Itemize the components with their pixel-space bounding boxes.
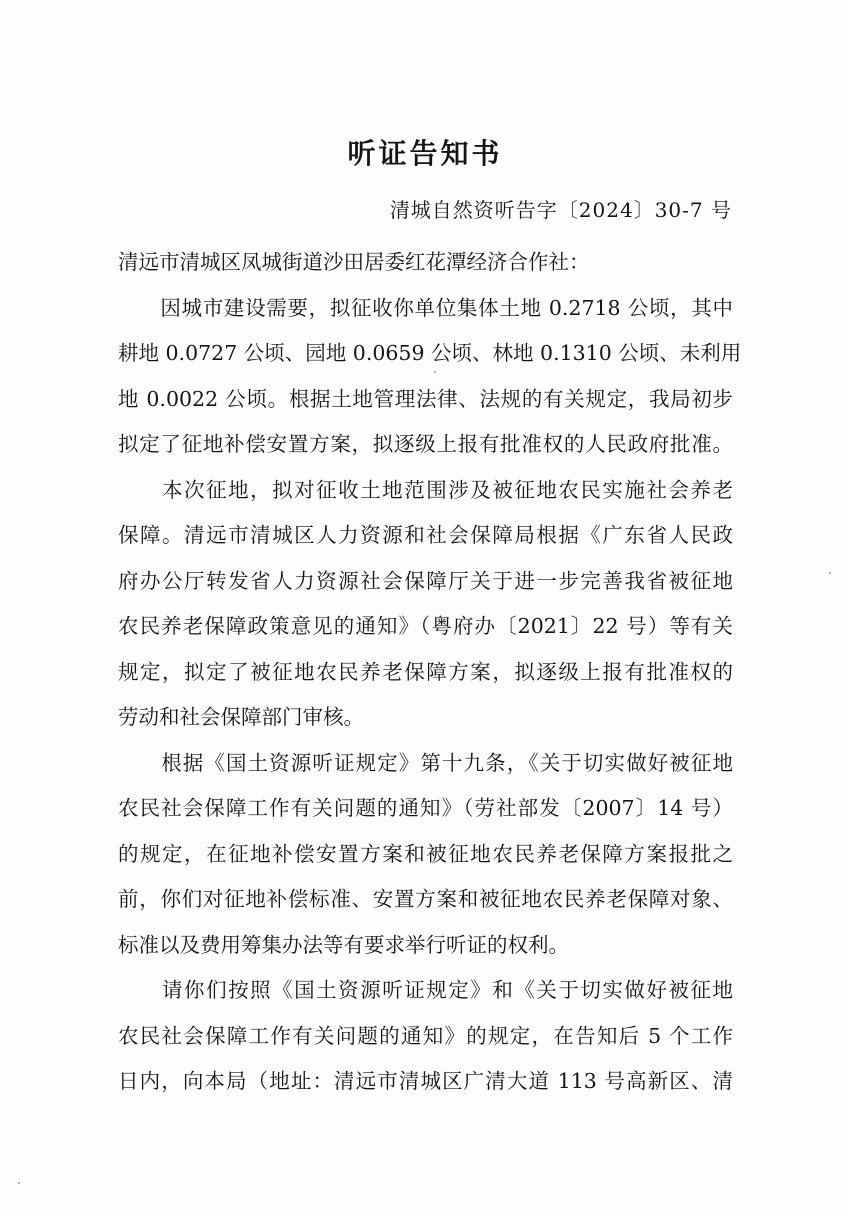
body-line: 拟定了征地补偿安置方案，拟逐级上报有批准权的人民政府批准。 bbox=[118, 432, 733, 456]
body-line: 因城市建设需要，拟征收你单位集体土地 0.2718 公顷，其中 bbox=[118, 296, 733, 320]
body-line: 府办公厅转发省人力资源社会保障厅关于进一步完善我省被征地 bbox=[118, 569, 733, 593]
body-line: 本次征地，拟对征收土地范围涉及被征地农民实施社会养老 bbox=[118, 478, 733, 502]
body-line: 规定，拟定了被征地农民养老保障方案，拟逐级上报有批准权的 bbox=[118, 660, 733, 684]
body-line: 地 0.0022 公顷。根据土地管理法律、法规的有关规定，我局初步 bbox=[118, 387, 733, 411]
scan-speck bbox=[434, 371, 436, 373]
body-line: 前，你们对征地补偿标准、安置方案和被征地农民养老保障对象、 bbox=[118, 887, 733, 911]
addressee-line: 清远市清城区凤城街道沙田居委红花潭经济合作社： bbox=[118, 250, 590, 274]
body-line: 耕地 0.0727 公顷、园地 0.0659 公顷、林地 0.1310 公顷、未利用 bbox=[118, 341, 742, 365]
body-line: 劳动和社会保障部门审核。 bbox=[118, 705, 364, 729]
body-line: 农民养老保障政策意见的通知》（粤府办〔2021〕22 号）等有关 bbox=[118, 614, 733, 638]
body-line: 的规定，在征地补偿安置方案和被征地农民养老保障方案报批之 bbox=[118, 842, 733, 866]
body-line: 标准以及费用筹集办法等有要求举行听证的权利。 bbox=[118, 933, 569, 957]
scan-speck bbox=[829, 572, 831, 574]
body-line: 农民社会保障工作有关问题的通知》（劳社部发〔2007〕14 号） bbox=[118, 796, 733, 820]
body-line: 日内，向本局（地址：清远市清城区广清大道 113 号高新区、清 bbox=[118, 1069, 733, 1093]
body-line: 根据《国土资源听证规定》第十九条，《关于切实做好被征地 bbox=[118, 751, 733, 775]
body-line: 保障。清远市清城区人力资源和社会保障局根据《广东省人民政 bbox=[118, 523, 733, 547]
body-line: 请你们按照《国土资源听证规定》和《关于切实做好被征地 bbox=[118, 978, 733, 1002]
page-title: 听证告知书 bbox=[347, 137, 503, 170]
document-number: 清城自然资听告字〔2024〕30-7 号 bbox=[389, 198, 732, 222]
body-line: 农民社会保障工作有关问题的通知》的规定，在告知后 5 个工作 bbox=[118, 1024, 733, 1048]
scan-speck bbox=[18, 1182, 20, 1184]
